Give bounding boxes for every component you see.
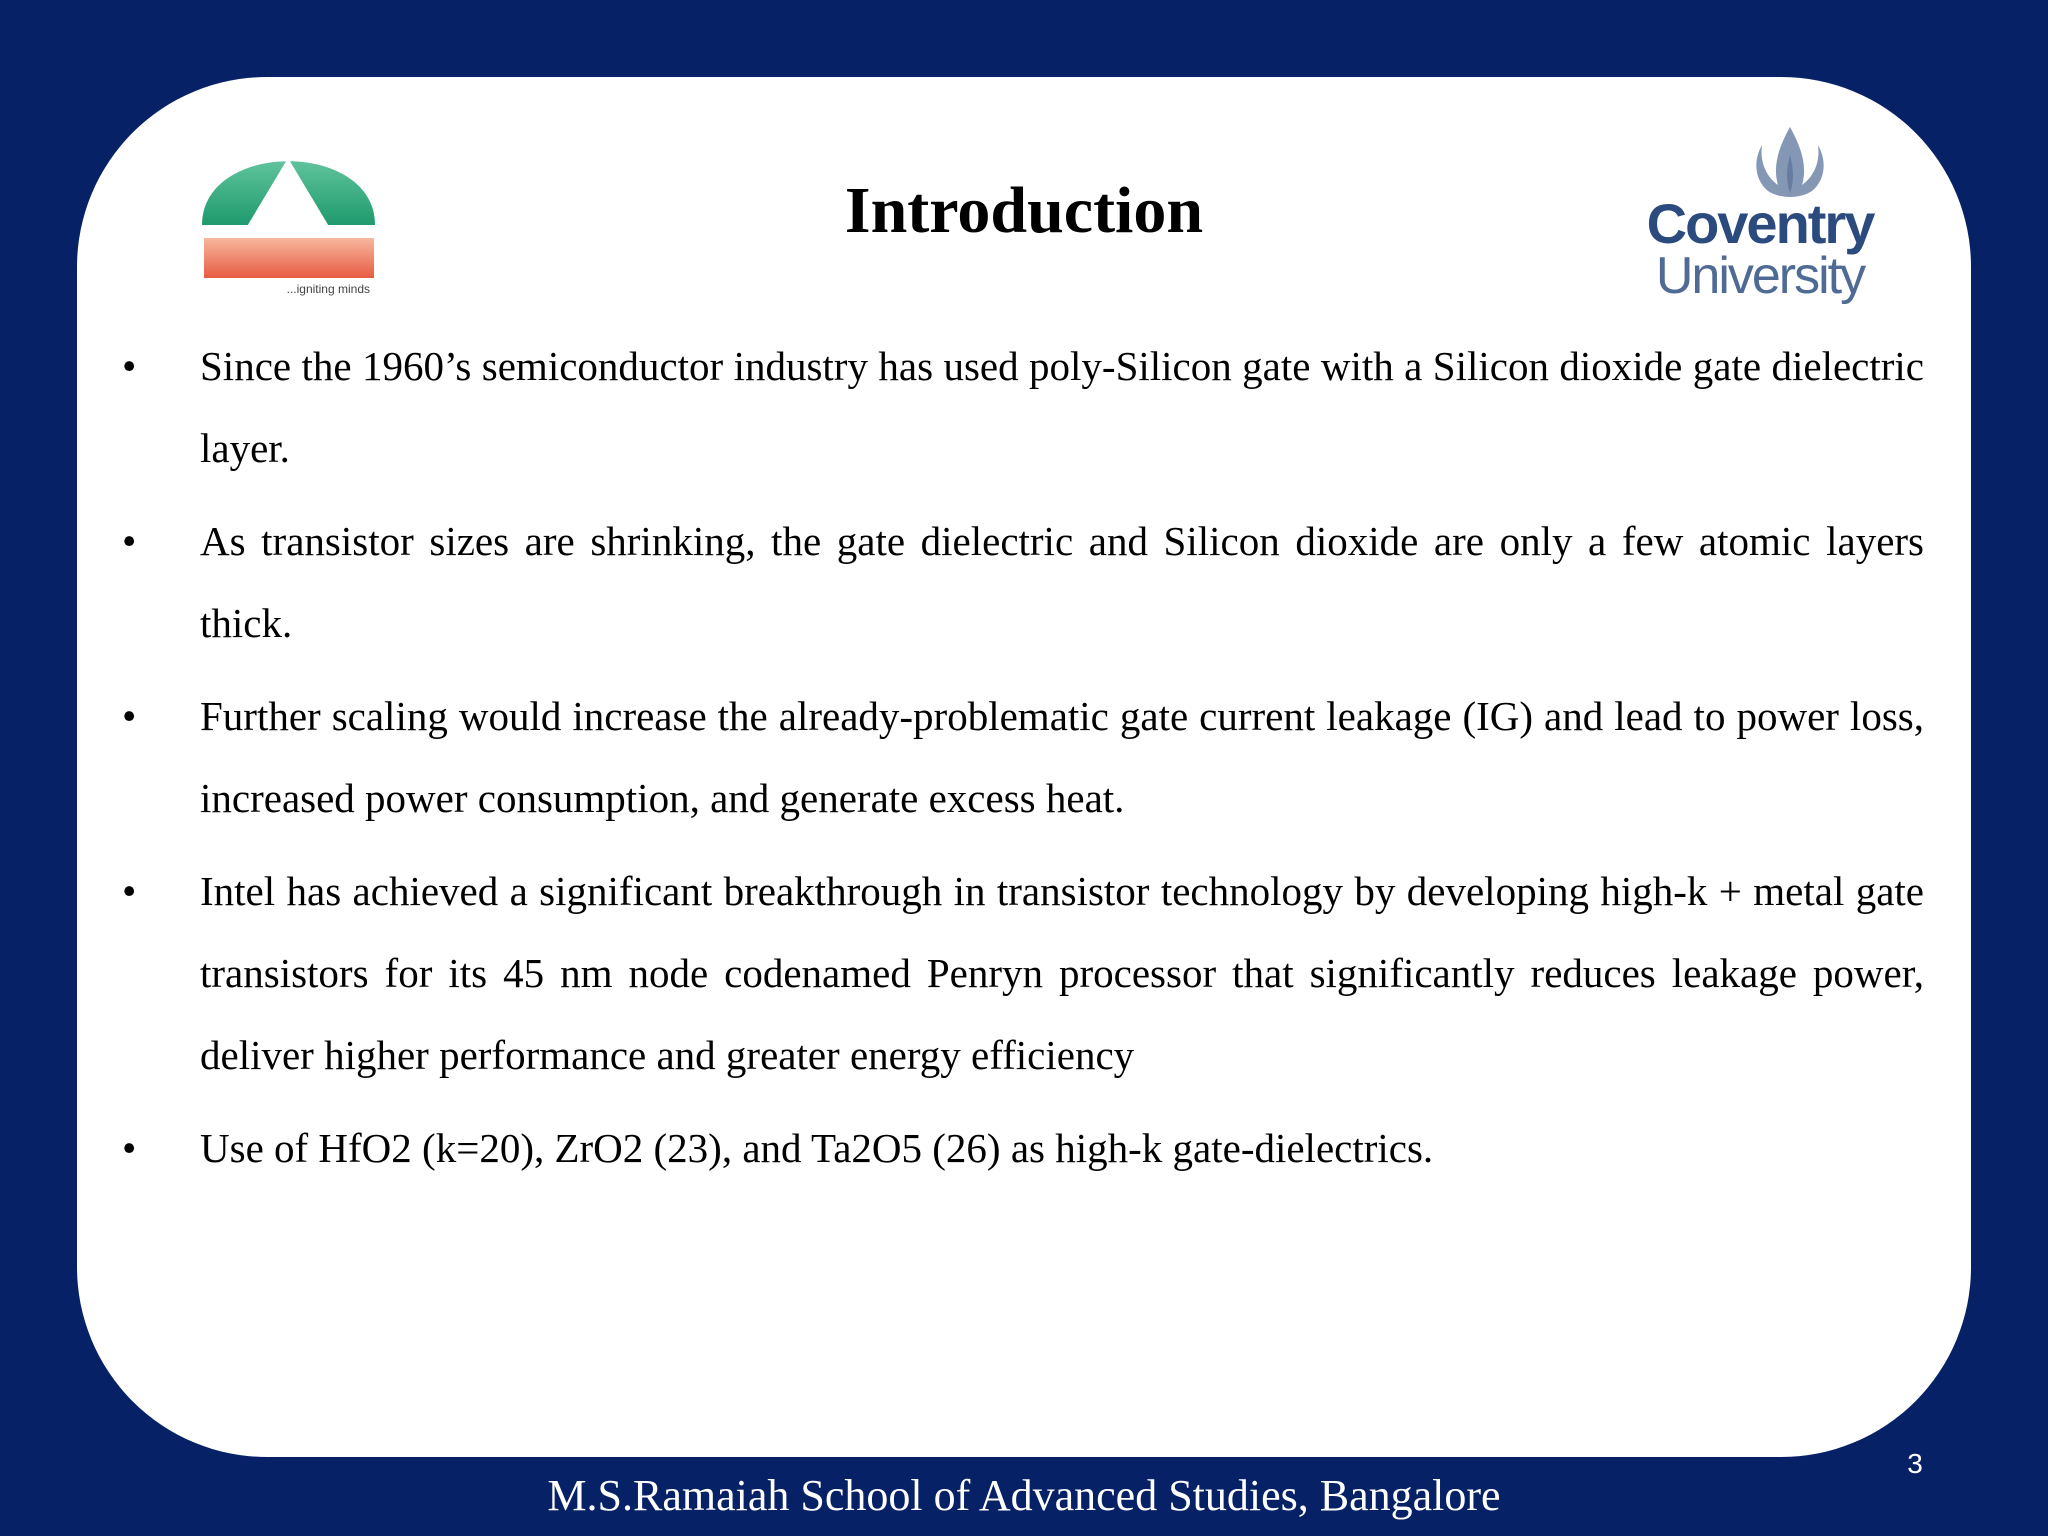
- bullet-item: [118, 500, 1924, 664]
- ramaiah-tagline: ...igniting minds: [286, 282, 370, 296]
- bullet-icon: •: [122, 343, 137, 389]
- coventry-wordmark-line2: University: [1655, 247, 1865, 305]
- bullet-text: Further scaling would increase the already-problematic gate current leakage (IG) and lead to power loss, increased power consumption, and generate excess heat.: [200, 693, 1924, 821]
- bullet-icon: •: [122, 693, 137, 739]
- bullet-item: [118, 675, 1924, 839]
- footer-institution: M.S.Ramaiah School of Advanced Studies, Bangalore: [547, 1471, 1501, 1520]
- bullet-icon: •: [122, 1125, 137, 1171]
- coventry-wordmark-line1: Coventry: [1646, 192, 1874, 255]
- bullet-text: Since the 1960’s semiconductor industry has used poly-Silicon gate with a Silicon dioxide gate dielectric layer.: [200, 343, 1924, 471]
- bullet-text: As transistor sizes are shrinking, the gate dielectric and Silicon dioxide are only a few atomic layers thick.: [200, 518, 1924, 646]
- bullet-item: [118, 1107, 1924, 1189]
- bullet-icon: •: [122, 868, 137, 914]
- bullet-icon: •: [122, 518, 137, 564]
- bullet-list: [118, 325, 1924, 1200]
- page-number: 3: [1907, 1448, 1923, 1479]
- bullet-item: [118, 325, 1924, 489]
- bullet-item: [118, 850, 1924, 1096]
- slide-title: Introduction: [844, 174, 1204, 247]
- bullet-text: Use of HfO2 (k=20), ZrO2 (23), and Ta2O5 (26) as high-k gate-dielectrics.: [200, 1125, 1434, 1171]
- bullet-text: Intel has achieved a significant breakthrough in transistor technology by developing high-k + metal gate transistors for its 45 nm node codenamed Penryn processor that significantly reduces leakage power, deliver higher performance and greater energy efficiency: [200, 868, 1924, 1078]
